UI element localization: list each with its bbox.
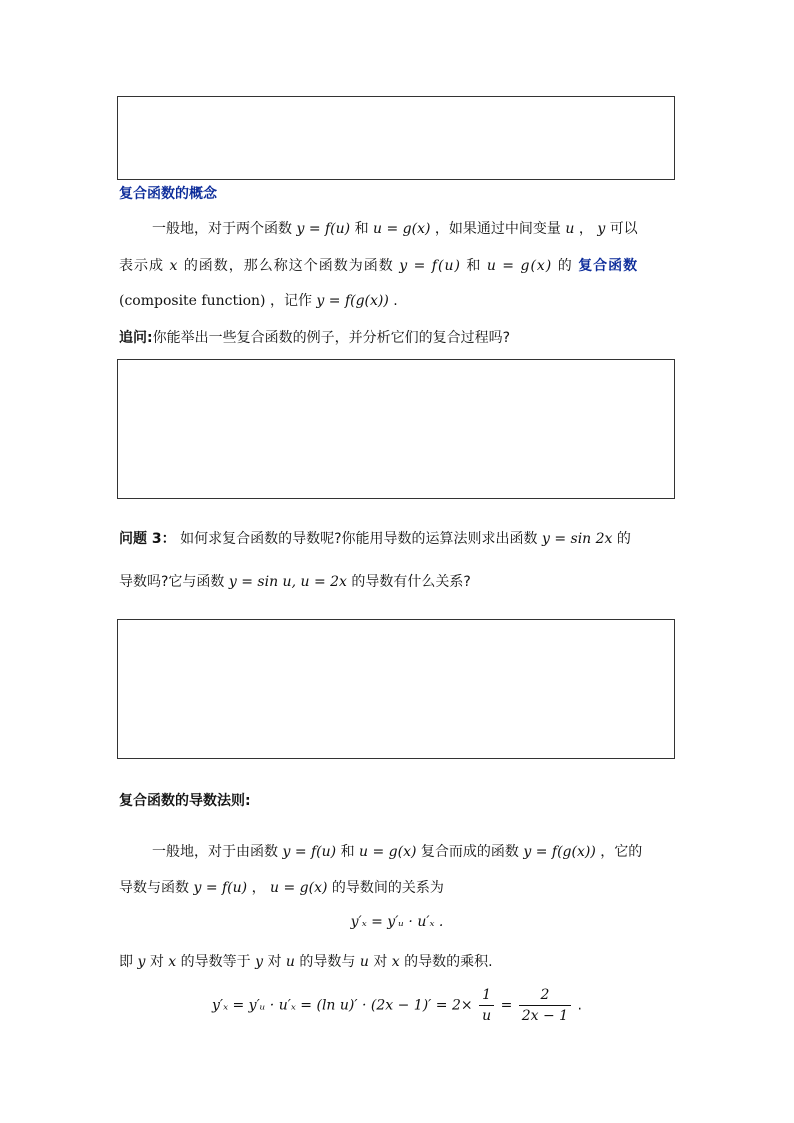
rule-text: ，它的 — [600, 844, 643, 860]
question-text: 如何求复合函数的导数呢?你能用导数的运算法则求出函数 — [180, 531, 538, 547]
rule-line-3 — [119, 952, 493, 972]
rule-text: 和 — [340, 844, 355, 860]
followup-label: 追问: — [119, 330, 153, 346]
rule-text: 的导数的乘积. — [404, 954, 493, 970]
followup-question — [119, 328, 510, 348]
math-expression: y = f(g(x)) — [316, 293, 389, 309]
question-text: 的 — [616, 531, 631, 547]
definition-text: 的函数，那么称这个函数为函数 — [183, 258, 394, 274]
rule-line-1 — [152, 842, 642, 862]
section-title-derivative-rule: 复合函数的导数法则: — [119, 793, 251, 809]
math-variable: u — [359, 954, 369, 970]
rule-text: 对 — [373, 954, 388, 970]
rule-text: 一般地，对于由函数 — [152, 844, 278, 860]
math-expression: y = f(u) — [193, 880, 248, 896]
definition-text: ，记作 — [269, 293, 312, 309]
definition-text: 可以 — [609, 221, 638, 237]
rule-text: 复合而成的函数 — [420, 844, 519, 860]
rule-text: ， — [251, 880, 266, 896]
question-3-line-2 — [119, 572, 471, 592]
fraction-numerator: 2 — [519, 985, 571, 1006]
math-expression: y = f(u) — [282, 844, 337, 860]
math-variable: y — [597, 221, 606, 237]
definition-text: 和 — [466, 258, 482, 274]
question-text: 导数吗?它与函数 — [119, 574, 225, 590]
definition-text: 和 — [354, 221, 369, 237]
math-expression: y = f(g(x)) — [523, 844, 596, 860]
question-text: 的导数有什么关系? — [351, 574, 471, 590]
chain-rule-formula: y′ₓ = y′ᵤ · u′ₓ . — [350, 914, 444, 930]
worked-example-formula — [0, 985, 794, 1026]
math-variable: x — [168, 954, 177, 970]
formula-period: . — [577, 997, 582, 1014]
fraction-result — [519, 985, 571, 1026]
fraction-one-over-u — [479, 985, 494, 1026]
answer-box-2[interactable] — [117, 359, 675, 499]
fraction-denominator: 2x − 1 — [521, 1008, 569, 1024]
math-variable: u — [565, 221, 575, 237]
question-3-label: 问题 3： — [119, 531, 176, 547]
answer-box-3[interactable] — [117, 619, 675, 759]
rule-text: 对 — [267, 954, 282, 970]
rule-text: 的导数间的关系为 — [331, 880, 444, 896]
example-lhs: y′ₓ = y′ᵤ · u′ₓ = (ln u)′ · (2x − 1)′ = 2× — [211, 997, 473, 1014]
math-variable: u — [285, 954, 295, 970]
definition-text: ，如果通过中间变量 — [434, 221, 561, 237]
definition-text: . — [393, 293, 398, 309]
rule-text: 对 — [149, 954, 164, 970]
math-variable: y — [137, 954, 146, 970]
math-variable: x — [169, 258, 179, 274]
followup-text: 你能举出一些复合函数的例子，并分析它们的复合过程吗? — [152, 330, 511, 346]
definition-text: 表示成 — [119, 258, 164, 274]
math-variable: x — [391, 954, 400, 970]
math-expression: y = f(u) — [399, 258, 461, 274]
math-expression: y = sin 2x — [541, 531, 613, 547]
rule-text: 导数与函数 — [119, 880, 189, 896]
rule-text: 即 — [119, 954, 133, 970]
definition-text: ， — [578, 221, 593, 237]
term-composite-function: 复合函数 — [578, 258, 639, 274]
fraction-denominator: u — [482, 1008, 492, 1024]
rule-text: 的导数与 — [299, 954, 356, 970]
definition-text: 一般地，对于两个函数 — [152, 221, 292, 237]
answer-box-1[interactable] — [117, 96, 675, 180]
equals-sign: = — [500, 997, 513, 1014]
math-expression: u = g(x) — [270, 880, 328, 896]
math-expression: y = sin u, u = 2x — [228, 574, 347, 590]
math-expression: y = f(u) — [296, 221, 351, 237]
definition-line-1 — [152, 219, 638, 239]
rule-text: 的导数等于 — [180, 954, 251, 970]
math-expression: u = g(x) — [373, 221, 431, 237]
math-expression: u = g(x) — [486, 258, 553, 274]
fraction-numerator: 1 — [479, 985, 494, 1006]
definition-line-2 — [119, 256, 638, 276]
math-expression: u = g(x) — [359, 844, 417, 860]
definition-text: 的 — [557, 258, 573, 274]
section-title-composite-concept: 复合函数的概念 — [119, 186, 217, 202]
math-variable: y — [255, 954, 264, 970]
rule-line-2 — [119, 878, 444, 898]
english-term: (composite function) — [119, 293, 266, 309]
definition-line-3 — [119, 291, 398, 311]
question-3-line-1 — [119, 529, 631, 549]
